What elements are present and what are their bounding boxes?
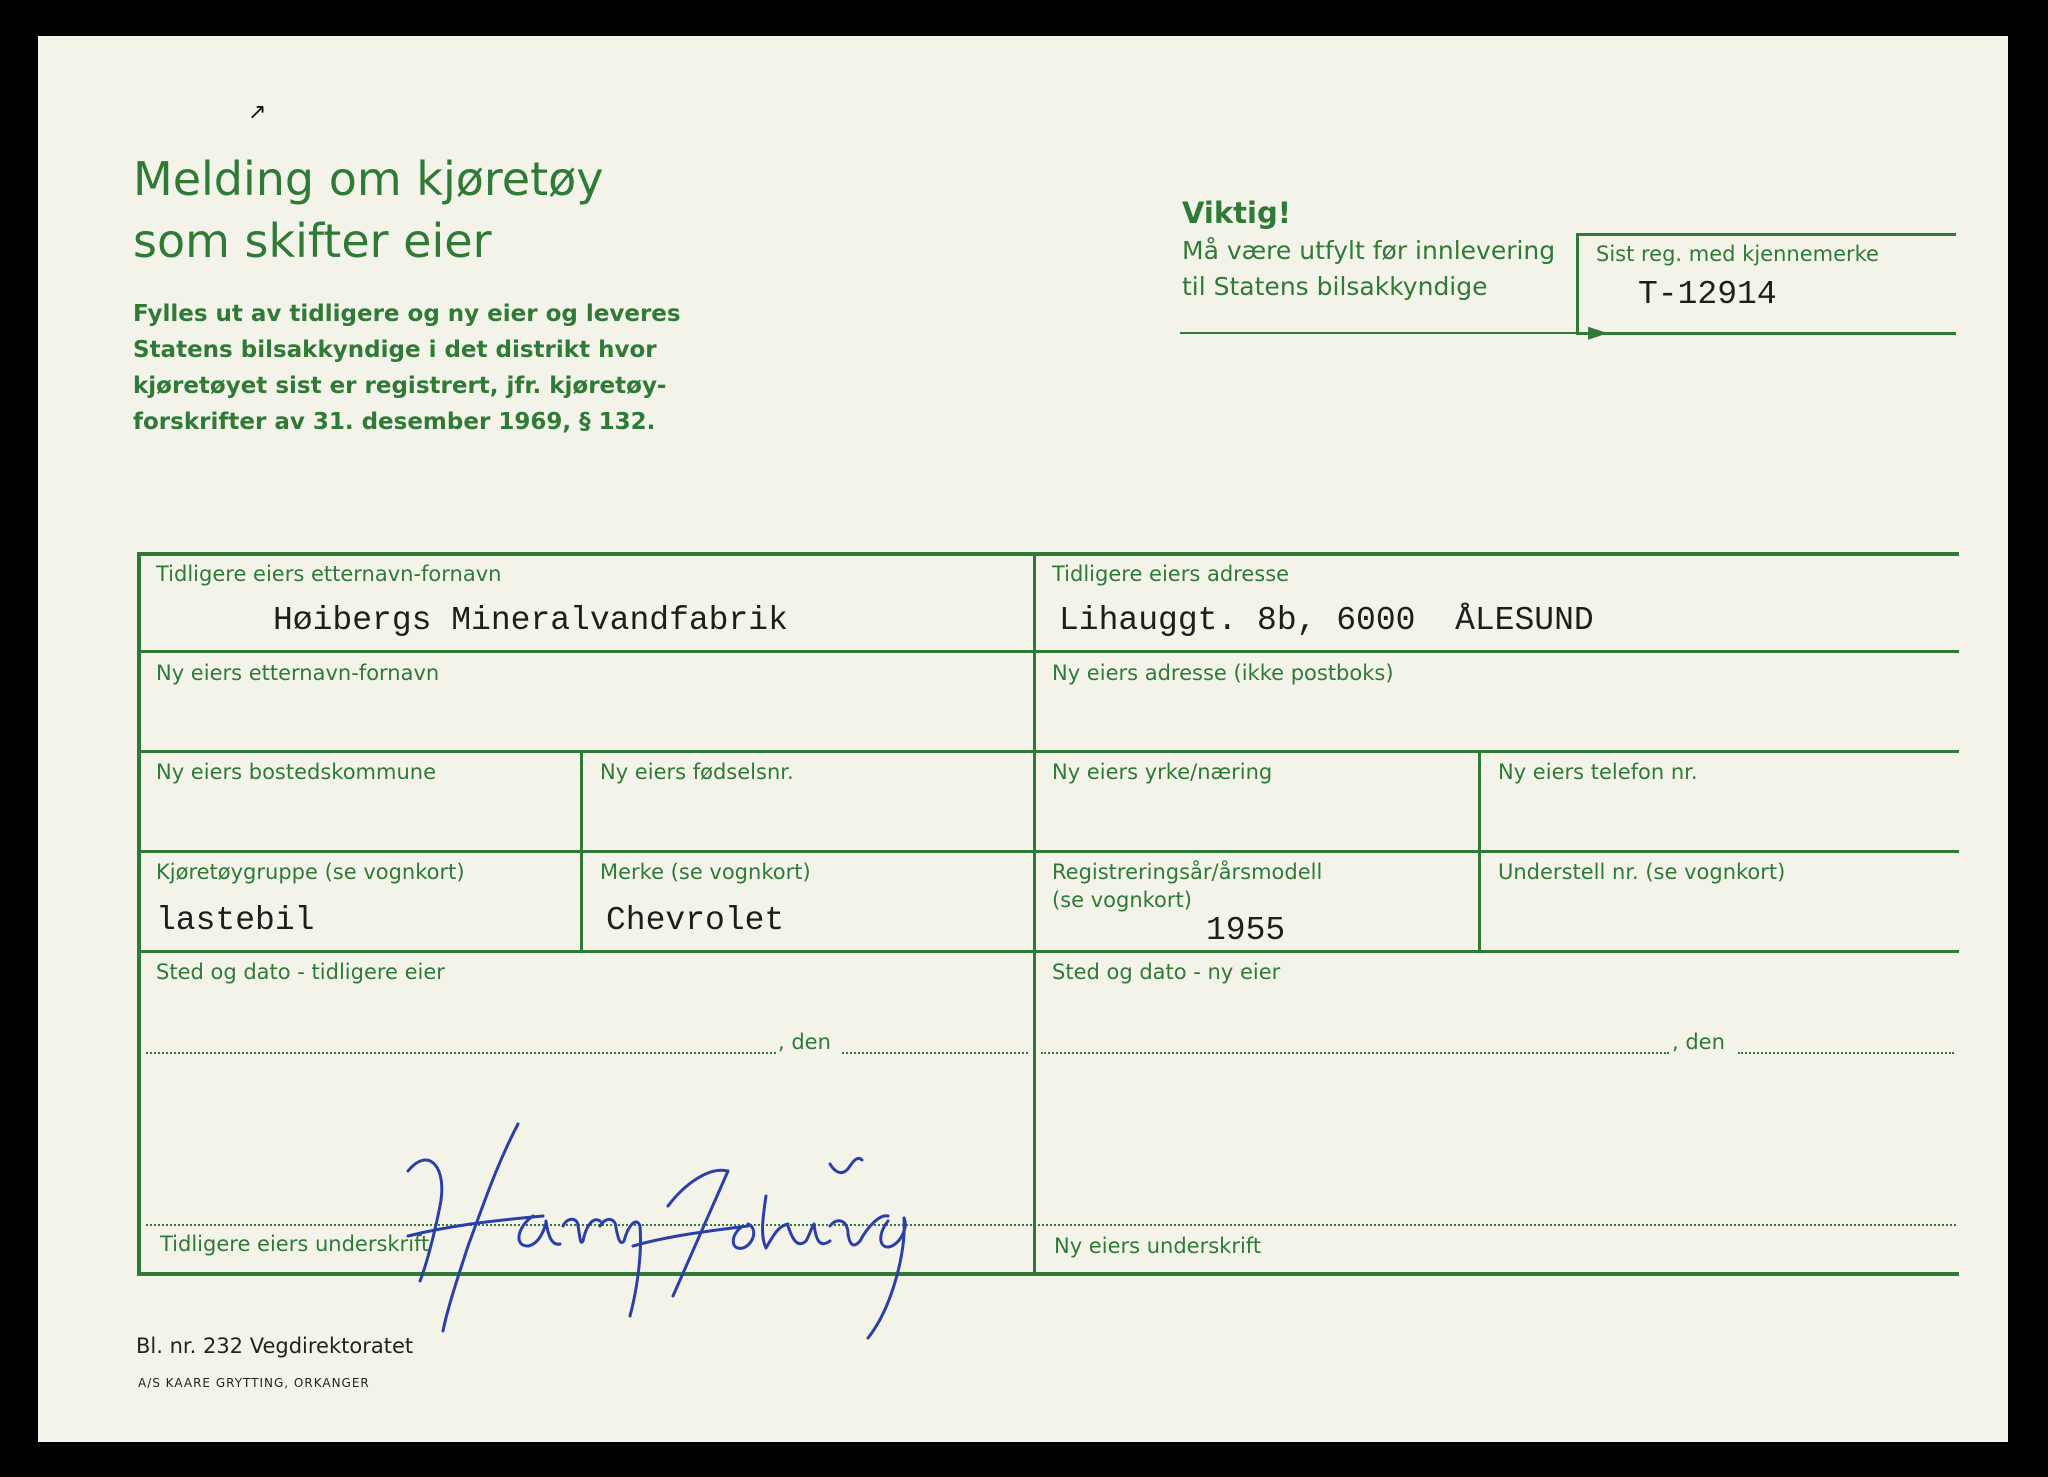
notice-line1: Må være utfylt før innlevering bbox=[1182, 236, 1556, 265]
reg-year-value: 1955 bbox=[1206, 912, 1286, 949]
prev-owner-name-label: Tidligere eiers etternavn-fornavn bbox=[156, 562, 502, 586]
row-divider-3 bbox=[140, 850, 1959, 853]
prev-owner-address-value: Lihauggt. 8b, 6000 ÅLESUND bbox=[1059, 602, 1594, 639]
reg-box-left-border bbox=[1576, 233, 1579, 333]
form-instructions bbox=[133, 296, 681, 440]
new-owner-name-label: Ny eiers etternavn-fornavn bbox=[156, 661, 440, 685]
handwritten-signature bbox=[368, 1076, 1008, 1356]
instructions-line3: kjøretøyet sist er registrert, jfr. kjøretøy- bbox=[133, 373, 667, 399]
prev-owner-address-label: Tidligere eiers adresse bbox=[1052, 562, 1290, 586]
vehicle-group-value: lastebil bbox=[156, 902, 315, 939]
reg-number-value: T-12914 bbox=[1638, 276, 1777, 313]
den-prev-label: , den bbox=[778, 1030, 831, 1054]
place-date-prev-line bbox=[146, 1052, 776, 1054]
place-date-new-line bbox=[1041, 1052, 1669, 1054]
reg-year-label-line2: (se vognkort) bbox=[1052, 888, 1192, 912]
reg-box-top-border bbox=[1576, 233, 1956, 236]
reg-year-label-line1: Registreringsår/årsmodell bbox=[1052, 860, 1323, 884]
notice-heading: Viktig! bbox=[1182, 196, 1291, 230]
new-owner-occupation-label: Ny eiers yrke/næring bbox=[1052, 760, 1273, 784]
reg-number-label: Sist reg. med kjennemerke bbox=[1596, 242, 1879, 266]
chassis-label: Understell nr. (se vognkort) bbox=[1498, 860, 1786, 884]
form-title-line2: som skifter eier bbox=[133, 214, 492, 268]
new-signature-label: Ny eiers underskrift bbox=[1054, 1234, 1262, 1258]
col-divider-left bbox=[580, 750, 583, 950]
form-title bbox=[133, 148, 603, 272]
prev-owner-name-value: Høibergs Mineralvandfabrik bbox=[273, 602, 788, 639]
form-number: Bl. nr. 232 Vegdirektoratet bbox=[136, 1334, 414, 1358]
form-left-border bbox=[137, 552, 141, 1276]
col-divider-right bbox=[1478, 750, 1481, 950]
form-title-line1: Melding om kjøretøy bbox=[133, 152, 604, 206]
ink-mark: ↗ bbox=[248, 100, 267, 125]
document-page bbox=[38, 36, 2008, 1442]
date-new-line bbox=[1738, 1052, 1954, 1054]
notice-arrow-line bbox=[1180, 332, 1592, 334]
den-new-label: , den bbox=[1672, 1030, 1725, 1054]
instructions-line4: forskrifter av 31. desember 1969, § 132. bbox=[133, 409, 656, 435]
place-date-new-label: Sted og dato - ny eier bbox=[1052, 960, 1281, 984]
form-center-divider bbox=[1033, 552, 1036, 1272]
instructions-line1: Fylles ut av tidligere og ny eier og leveres bbox=[133, 301, 681, 327]
place-date-prev-label: Sted og dato - tidligere eier bbox=[156, 960, 445, 984]
make-label: Merke (se vognkort) bbox=[600, 860, 811, 884]
row-divider-4 bbox=[140, 950, 1959, 953]
notice-line2: til Statens bilsakkyndige bbox=[1182, 272, 1488, 301]
new-owner-birth-no-label: Ny eiers fødselsnr. bbox=[600, 760, 794, 784]
reg-box-bottom-border bbox=[1576, 332, 1956, 335]
prev-signature-label: Tidligere eiers underskrift bbox=[160, 1232, 430, 1256]
row-divider-1 bbox=[140, 650, 1959, 653]
row-divider-2 bbox=[140, 750, 1959, 753]
form-top-border bbox=[137, 552, 1959, 556]
instructions-line2: Statens bilsakkyndige i det distrikt hvor bbox=[133, 337, 657, 363]
make-value: Chevrolet bbox=[606, 902, 785, 939]
new-owner-address-label: Ny eiers adresse (ikke postboks) bbox=[1052, 661, 1394, 685]
printer-name: A/S KAARE GRYTTING, ORKANGER bbox=[138, 1376, 370, 1390]
vehicle-group-label: Kjøretøygruppe (se vognkort) bbox=[156, 860, 465, 884]
new-owner-phone-label: Ny eiers telefon nr. bbox=[1498, 760, 1698, 784]
new-owner-municipality-label: Ny eiers bostedskommune bbox=[156, 760, 436, 784]
date-prev-line bbox=[842, 1052, 1028, 1054]
